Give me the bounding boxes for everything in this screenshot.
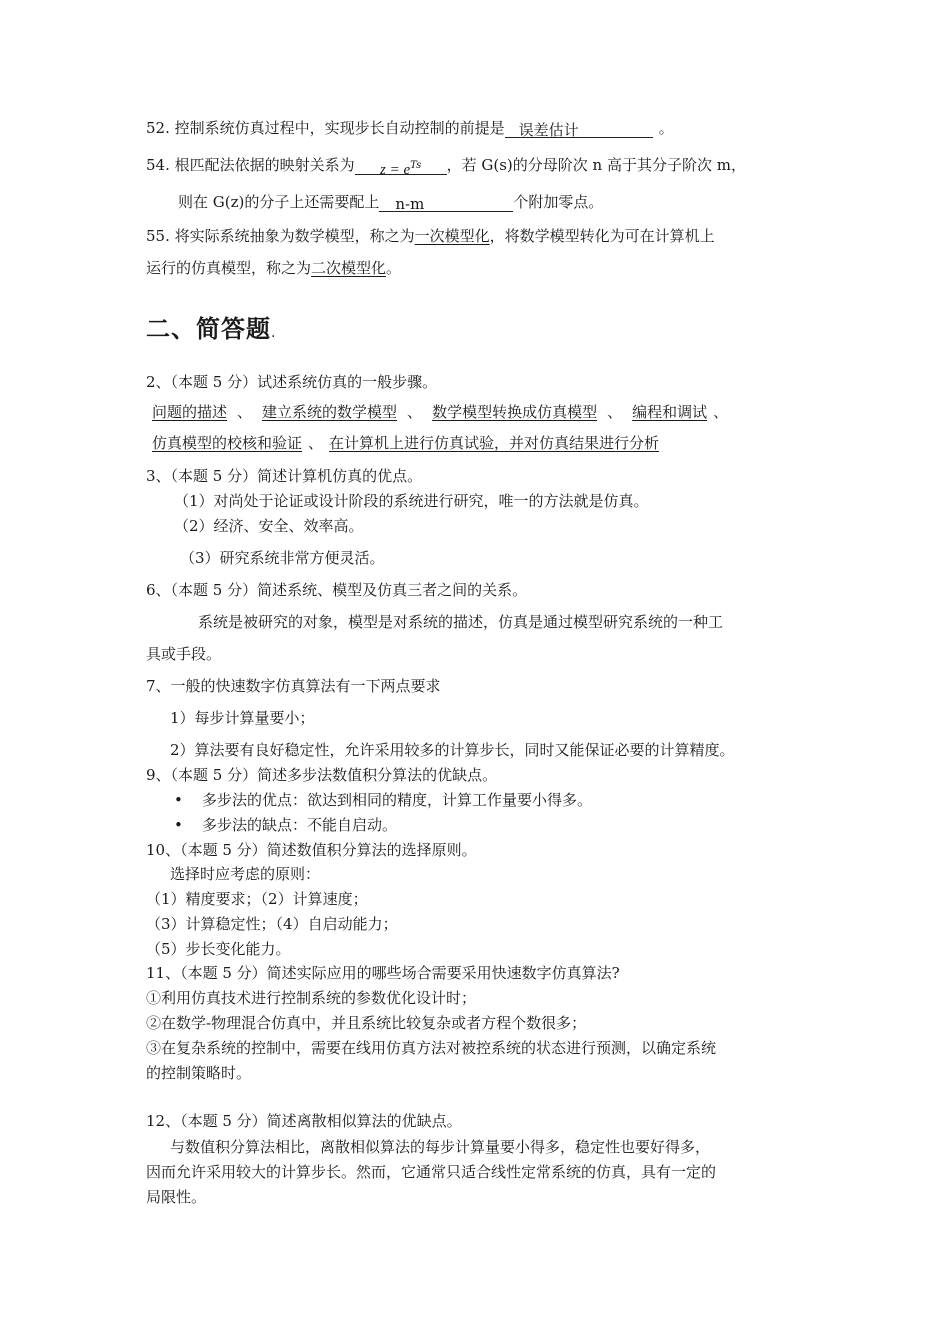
q10-question: 10、（本题 5 分）简述数值积分算法的选择原则。	[146, 841, 477, 859]
q12-question: 12、（本题 5 分）简述离散相似算法的优缺点。	[146, 1112, 462, 1130]
q54-formula-exp: Ts	[410, 160, 422, 171]
section-title-text: 二、简答题	[146, 315, 271, 343]
q10-answer-1: （1）精度要求；（2）计算速度；	[146, 890, 368, 908]
q7-answer-1: 1）每步计算量要小；	[170, 709, 315, 727]
bullet-icon: •	[174, 816, 183, 834]
q9-answer-1-text: 多步法的优点：欲达到相同的精度，计算工作量要小得多。	[202, 791, 593, 809]
q2-sep: 、	[308, 434, 324, 452]
question-54-line2	[178, 192, 603, 212]
q3-answer-1: （1）对尚处于论证或设计阶段的系统进行研究，唯一的方法就是仿真。	[174, 492, 649, 510]
q2-step-2: 建立系统的数学模型	[262, 403, 398, 421]
question-54	[146, 155, 746, 178]
q7-question: 7、一般的快速数字仿真算法有一下两点要求	[146, 677, 441, 695]
q3-question: 3、（本题 5 分）简述计算机仿真的优点。	[146, 467, 423, 485]
q54-formula	[355, 156, 447, 178]
q2-step-3: 数学模型转换成仿真模型	[432, 403, 598, 421]
q55-answer1: 一次模型化	[414, 227, 490, 245]
section-title	[146, 314, 276, 348]
q55-end: 。	[386, 259, 402, 277]
q54-pre: 54. 根匹配法依据的映射关系为	[146, 156, 355, 174]
q54-mid: ，若 G(s)的分母阶次 n 高于其分子阶次 m，	[446, 156, 746, 174]
q11-answer-3: ③在复杂系统的控制中，需要在线用仿真方法对被控系统的状态进行预测，以确定系统	[146, 1039, 717, 1057]
q55-mid: ，将数学模型转化为可在计算机上	[489, 227, 715, 245]
q2-sep: 、	[607, 403, 623, 421]
bullet-icon: •	[174, 791, 183, 809]
q54-line2-end: 个附加零点。	[513, 193, 604, 211]
q55-line2-pre: 运行的仿真模型，称之为	[146, 259, 312, 277]
q2-step-5: 仿真模型的校核和验证	[152, 434, 303, 452]
q52-end: 。	[658, 119, 674, 137]
q3-answer-2: （2）经济、安全、效率高。	[174, 517, 364, 535]
question-55	[146, 226, 715, 246]
q11-answer-1: ①利用仿真技术进行控制系统的参数优化设计时；	[146, 989, 477, 1007]
q11-question: 11、（本题 5 分）简述实际应用的哪些场合需要采用快速数字仿真算法?	[146, 964, 620, 982]
q2-step-6: 在计算机上进行仿真试验，并对仿真结果进行分析	[329, 434, 660, 452]
q6-answer-2: 具或手段。	[146, 645, 222, 663]
question-52	[146, 118, 674, 138]
q2-step-1: 问题的描述	[152, 403, 228, 421]
q2-steps-line1	[152, 402, 734, 422]
q6-answer-1: 系统是被研究的对象，模型是对系统的描述，仿真是通过模型研究系统的一种工	[198, 613, 724, 631]
q2-sep: 、	[237, 403, 253, 421]
q3-answer-3: （3）研究系统非常方便灵活。	[180, 549, 385, 567]
q2-sep: 、	[713, 403, 729, 421]
q10-answer-3: （5）步长变化能力。	[146, 940, 291, 958]
q9-question: 9、（本题 5 分）简述多步法数值积分算法的优缺点。	[146, 766, 498, 784]
q6-question: 6、（本题 5 分）简述系统、模型及仿真三者之间的关系。	[146, 581, 528, 599]
section-title-dot: .	[271, 325, 277, 341]
q54-line2-pre: 则在 G(z)的分子上还需要配上	[178, 193, 380, 211]
q12-answer-2: 因而允许采用较大的计算步长。然而，它通常只适合线性定常系统的仿真，具有一定的	[146, 1163, 717, 1181]
q52-text: 52. 控制系统仿真过程中，实现步长自动控制的前提是	[146, 119, 505, 137]
q2-question: 2、（本题 5 分）试述系统仿真的一般步骤。	[146, 373, 438, 391]
q2-step-4: 编程和调试	[632, 403, 708, 421]
q54-formula-z: z = e	[380, 162, 411, 178]
q9-answer-2	[174, 815, 397, 835]
q2-sep: 、	[407, 403, 423, 421]
q7-answer-2: 2）算法要有良好稳定性，允许采用较多的计算步长，同时又能保证必要的计算精度。	[170, 741, 735, 759]
question-55-line2	[146, 258, 401, 278]
q55-answer2: 二次模型化	[311, 259, 387, 277]
q12-answer-3: 局限性。	[146, 1188, 207, 1206]
q10-answer-0: 选择时应考虑的原则：	[170, 865, 321, 883]
q10-answer-2: （3）计算稳定性；（4）自启动能力；	[146, 915, 398, 933]
q12-answer-1: 与数值积分算法相比，离散相似算法的每步计算量要小得多，稳定性也要好得多，	[170, 1138, 711, 1156]
q11-answer-2: ②在数学-物理混合仿真中，并且系统比较复杂或者方程个数很多；	[146, 1014, 587, 1032]
q55-pre: 55. 将实际系统抽象为数学模型，称之为	[146, 227, 415, 245]
q11-answer-4: 的控制策略时。	[146, 1064, 252, 1082]
q9-answer-1	[174, 790, 592, 810]
q9-answer-2-text: 多步法的缺点：不能自启动。	[202, 816, 398, 834]
q52-answer: 误差估计	[505, 120, 653, 138]
q54-answer: n-m	[379, 194, 513, 212]
q2-steps-line2	[152, 433, 659, 453]
